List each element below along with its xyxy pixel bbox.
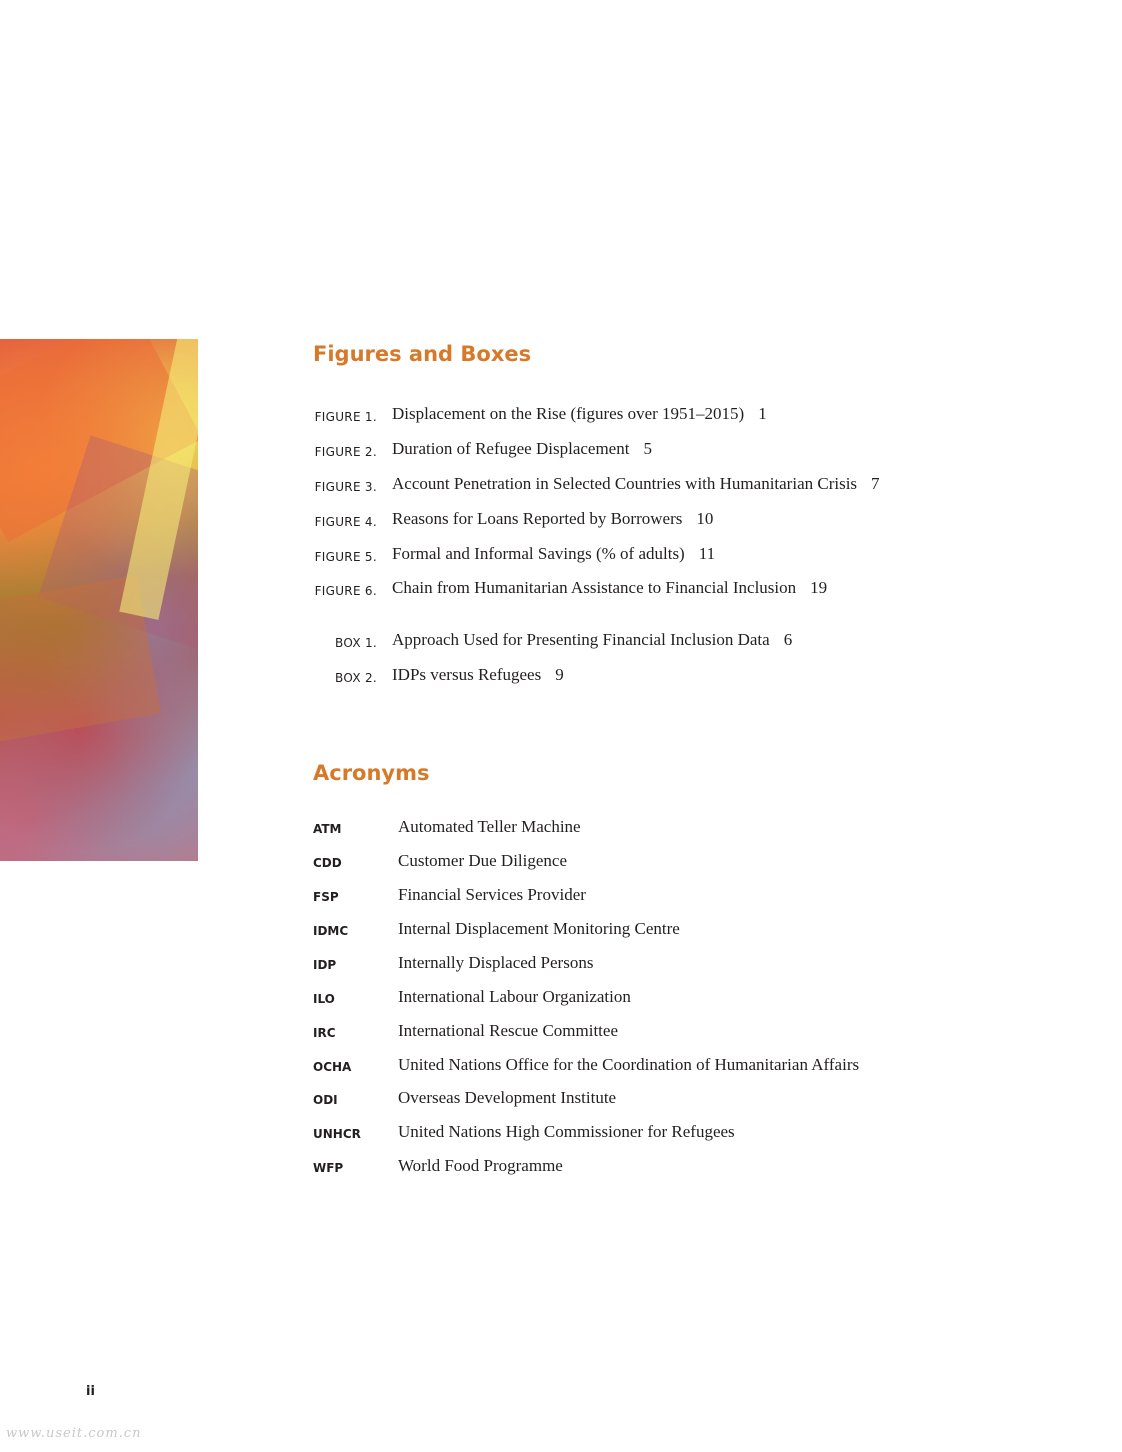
acronym-definition: World Food Programme — [398, 1156, 563, 1175]
acronym-definition: Financial Services Provider — [398, 885, 586, 904]
box-label: BOX 2. — [335, 671, 377, 685]
figure-label: FIGURE 6. — [314, 584, 377, 598]
acronym-abbr: CDD — [313, 856, 342, 870]
acronym-abbr: FSP — [313, 890, 339, 904]
acronym-definition: International Labour Organization — [398, 987, 631, 1006]
page-number: 6 — [783, 630, 793, 649]
figure-label: FIGURE 4. — [314, 515, 377, 529]
acronym-abbr: WFP — [313, 1161, 344, 1175]
acronyms-heading: Acronyms — [313, 761, 430, 785]
acronym-definition: Automated Teller Machine — [398, 817, 581, 836]
acronym-definition: Internally Displaced Persons — [398, 953, 594, 972]
acronym-abbr: ILO — [313, 992, 335, 1006]
acronym-abbr: IDMC — [313, 924, 349, 938]
figure-label: FIGURE 5. — [314, 550, 377, 564]
box-title: IDPs versus Refugees — [392, 665, 542, 684]
box-label: BOX 1. — [335, 636, 377, 650]
acronym-definition: International Rescue Committee — [398, 1021, 618, 1040]
decorative-artwork — [0, 339, 198, 861]
acronym-abbr: OCHA — [313, 1060, 352, 1074]
figures-heading: Figures and Boxes — [313, 342, 532, 366]
figure-title: Reasons for Loans Reported by Borrowers — [392, 509, 683, 528]
page-number-footer: ii — [86, 1384, 95, 1399]
figure-label: FIGURE 1. — [314, 410, 377, 424]
page-number: 7 — [871, 474, 880, 493]
acronym-definition: United Nations Office for the Coordination of Humanitarian Affairs — [398, 1055, 860, 1074]
page-number: 19 — [810, 578, 828, 597]
page-number: 1 — [758, 404, 767, 423]
figure-title: Duration of Refugee Displacement — [392, 439, 630, 458]
page-number: 10 — [696, 509, 714, 528]
acronym-definition: United Nations High Commissioner for Refugees — [398, 1122, 735, 1141]
figure-label: FIGURE 3. — [314, 480, 377, 494]
figure-title: Chain from Humanitarian Assistance to Financial Inclusion — [392, 578, 797, 597]
acronym-abbr: UNHCR — [313, 1127, 361, 1141]
figure-title: Formal and Informal Savings (% of adults) — [392, 544, 685, 563]
page-number: 5 — [643, 439, 652, 458]
acronym-abbr: IDP — [313, 958, 337, 972]
acronym-abbr: ODI — [313, 1093, 338, 1107]
acronym-definition: Overseas Development Institute — [398, 1088, 617, 1107]
box-title: Approach Used for Presenting Financial Inclusion Data — [392, 630, 770, 649]
page-number: 9 — [555, 665, 564, 684]
figure-title: Displacement on the Rise (figures over 1951–2015) — [392, 404, 745, 423]
page-number: 11 — [698, 544, 716, 563]
acronym-abbr: ATM — [313, 822, 342, 836]
figure-label: FIGURE 2. — [314, 445, 377, 459]
acronym-definition: Customer Due Diligence — [398, 851, 568, 870]
figure-title: Account Penetration in Selected Countries with Humanitarian Crisis — [392, 474, 858, 493]
acronym-definition: Internal Displacement Monitoring Centre — [398, 919, 680, 938]
watermark: www.useit.com.cn — [6, 1426, 142, 1441]
acronym-abbr: IRC — [313, 1026, 336, 1040]
